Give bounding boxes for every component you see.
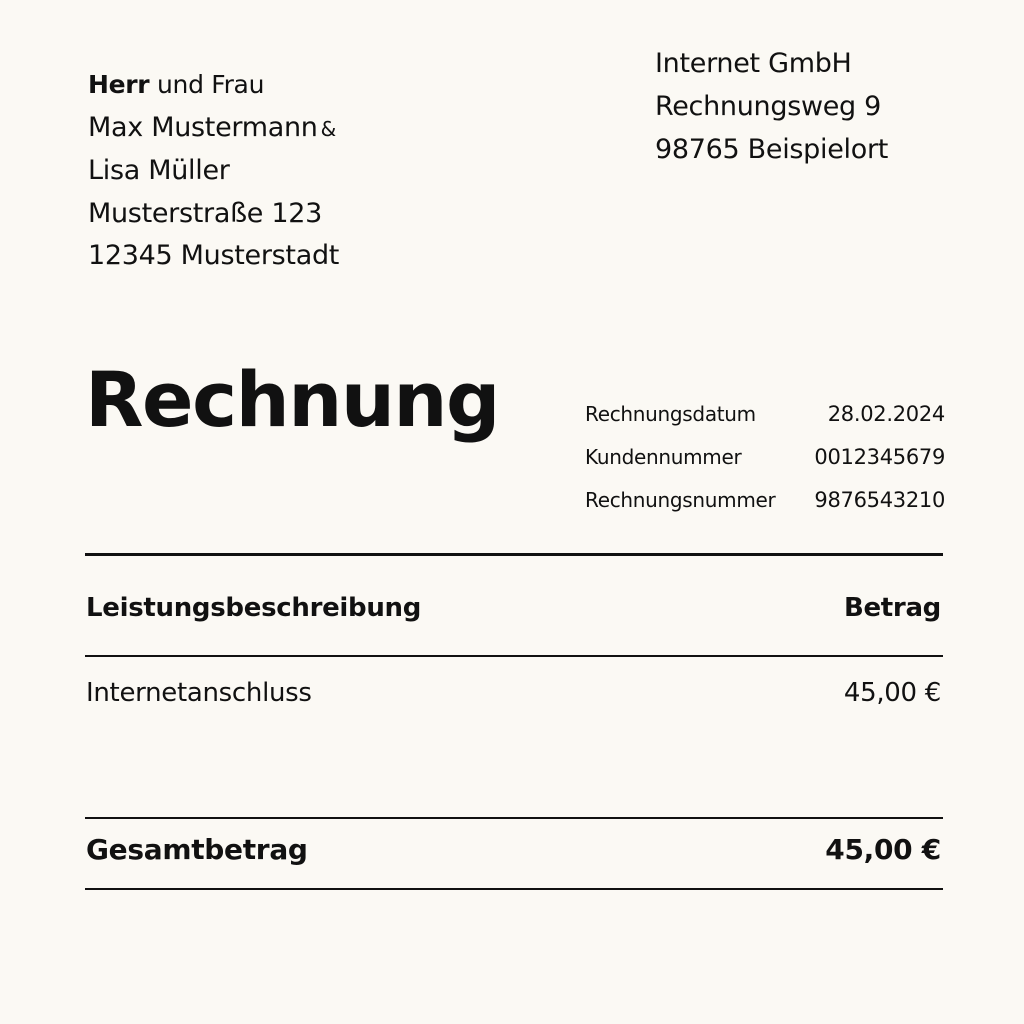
item-description: Internetanschluss — [86, 678, 312, 708]
document-title: Rechnung — [85, 355, 499, 444]
divider-top — [85, 553, 943, 556]
sender-company: Internet GmbH — [655, 48, 852, 79]
recipient-name-2: Lisa Müller — [88, 155, 230, 186]
recipient-name-1: Max Mustermann — [88, 111, 318, 143]
divider-total — [85, 817, 943, 819]
recipient-name-line-1 — [88, 107, 339, 151]
salutation — [88, 64, 339, 107]
recipient-city: 12345 Musterstadt — [88, 240, 340, 271]
invoice-meta — [585, 396, 945, 525]
meta-value-date: 28.02.2024 — [827, 402, 945, 426]
meta-value-invoice-number: 9876543210 — [814, 488, 945, 512]
recipient-street: Musterstraße 123 — [88, 197, 323, 229]
meta-row-date — [585, 396, 945, 439]
header-amount: Betrag — [843, 593, 941, 623]
total-row — [86, 833, 941, 866]
sender-street: Rechnungsweg 9 — [655, 91, 882, 122]
total-label: Gesamtbetrag — [86, 833, 308, 866]
recipient-ampersand: & — [320, 116, 336, 141]
total-amount: 45,00 € — [825, 833, 941, 866]
meta-label-date: Rechnungsdatum — [585, 402, 756, 426]
divider-header — [85, 655, 943, 657]
header-description: Leistungsbeschreibung — [86, 593, 422, 623]
divider-bottom — [85, 888, 943, 890]
sender-city: 98765 Beispielort — [655, 134, 889, 165]
meta-value-customer-number: 0012345679 — [814, 445, 945, 469]
salutation-secondary: und Frau — [157, 70, 265, 99]
sender-address — [655, 42, 888, 171]
table-row — [86, 678, 941, 708]
meta-row-invoice-number — [585, 482, 945, 525]
meta-row-customer-number — [585, 439, 945, 482]
table-header — [86, 593, 941, 623]
item-amount: 45,00 € — [843, 678, 941, 708]
recipient-address — [88, 64, 339, 278]
salutation-primary: Herr — [88, 70, 150, 99]
meta-label-customer-number: Kundennummer — [585, 445, 742, 469]
meta-label-invoice-number: Rechnungsnummer — [585, 488, 776, 512]
